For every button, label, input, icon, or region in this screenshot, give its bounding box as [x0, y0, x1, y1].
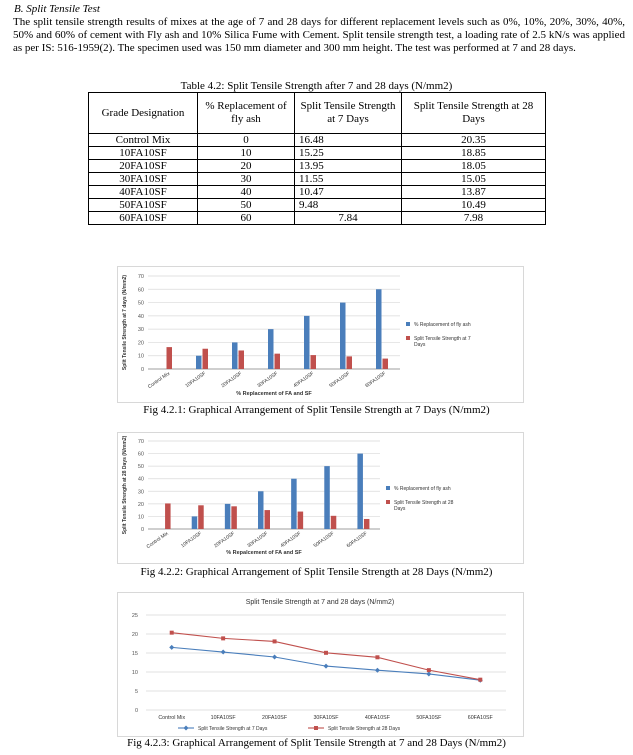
bar: [383, 359, 389, 369]
data-point: [169, 645, 174, 650]
x-tick-label: Control Mix: [158, 715, 186, 721]
table-header-cell: Split Tensile Strength at 7 Days: [295, 93, 402, 134]
x-tick-label: Control Mix: [145, 530, 170, 551]
bar: [357, 454, 363, 529]
table-header-cell: Split Tensile Strength at 28 Days: [402, 93, 546, 134]
table-cell: 16.48: [295, 134, 402, 147]
chart-7-and-28-days: [117, 592, 524, 737]
figure-caption-2: Fig 4.2.2: Graphical Arrangement of Split Tensile Strength at 28 Days (N/mm2): [140, 566, 493, 578]
bar: [231, 506, 237, 529]
y-tick-label: 60: [137, 451, 144, 458]
series-line: [172, 633, 481, 680]
y-tick-label: 50: [137, 464, 144, 471]
y-tick-label: 5: [134, 689, 138, 695]
table-header-row: [89, 93, 546, 134]
x-tick-label: 20FA10SF: [262, 715, 288, 721]
table-row: [89, 186, 546, 199]
chart-7-days: [117, 266, 524, 403]
chart-7-and-28-days-svg: [118, 593, 523, 736]
y-axis-label: Split Tensile Strength at 28 Days (N/mm2): [122, 435, 128, 535]
y-tick-label: 25: [131, 613, 138, 619]
table-cell: 18.85: [402, 147, 546, 160]
table-row: [89, 199, 546, 212]
legend-swatch: [406, 322, 410, 326]
legend-swatch: [386, 486, 390, 490]
x-axis-label: % Replacement of FA and SF: [236, 391, 312, 397]
bar: [265, 510, 271, 529]
table-cell: Control Mix: [89, 134, 198, 147]
table-row: [89, 212, 546, 225]
table-cell: 50FA10SF: [89, 199, 198, 212]
table-row: [89, 160, 546, 173]
y-tick-label: 0: [140, 367, 144, 373]
table-caption: Table 4.2: Split Tensile Strength after 7 and 28 days (N/mm2): [180, 80, 453, 92]
data-point: [375, 655, 379, 659]
bar: [232, 342, 238, 369]
table-header-cell: % Replacement of fly ash: [198, 93, 295, 134]
x-tick-label: 50FA10SF: [416, 715, 442, 721]
x-axis-label: % Repalcement of FA and SF: [226, 550, 302, 556]
y-tick-label: 30: [137, 489, 144, 496]
data-point: [324, 664, 329, 669]
table-cell: 13.95: [295, 160, 402, 173]
results-table: [88, 92, 546, 225]
bar: [291, 479, 297, 529]
bar: [203, 349, 209, 369]
table-cell: 10.49: [402, 199, 546, 212]
x-tick-label: 60FA10SF: [467, 715, 493, 721]
data-point: [221, 650, 226, 655]
table-cell: 10FA10SF: [89, 147, 198, 160]
data-point: [221, 636, 225, 640]
table-cell: 11.55: [295, 173, 402, 186]
legend-label: Split Tensile Strength at 7 Days: [414, 336, 471, 348]
x-tick-label: Control Mix: [146, 370, 172, 391]
y-tick-label: 10: [137, 353, 144, 360]
x-tick-label: 60FA10SF: [345, 530, 369, 550]
x-tick-label: 40FA10SF: [279, 530, 303, 550]
x-tick-label: 50FA10SF: [312, 530, 336, 550]
y-tick-label: 10: [131, 670, 138, 676]
legend-label: Split Tensile Strength at 7 Days: [198, 726, 268, 732]
table-cell: 60FA10SF: [89, 212, 198, 225]
table-row: [89, 147, 546, 160]
table-cell: 7.84: [295, 212, 402, 225]
bar: [376, 289, 382, 369]
y-axis-label: Split Tensile Strength at 7 days (N/mm2): [122, 274, 128, 371]
data-point: [272, 654, 277, 659]
y-tick-label: 50: [137, 300, 144, 307]
bar: [192, 516, 198, 529]
table-cell: 13.87: [402, 186, 546, 199]
table-cell: 30: [198, 173, 295, 186]
y-tick-label: 30: [137, 327, 144, 334]
section-heading: B. Split Tensile Test: [14, 3, 100, 15]
chart-28-days: [117, 432, 524, 564]
table-cell: 40FA10SF: [89, 186, 198, 199]
legend-label: % Replacement of fly ash: [414, 322, 471, 328]
bar: [239, 350, 245, 369]
data-point: [427, 668, 431, 672]
x-tick-label: 30FA10SF: [246, 530, 270, 550]
y-tick-label: 40: [137, 313, 144, 320]
bar: [167, 347, 173, 369]
table-cell: 20FA10SF: [89, 160, 198, 173]
bar: [198, 505, 204, 529]
x-tick-label: 50FA10SF: [328, 370, 352, 390]
y-tick-label: 15: [131, 651, 138, 657]
bar: [347, 356, 353, 369]
table-cell: 15.05: [402, 173, 546, 186]
bar: [340, 303, 346, 369]
y-tick-label: 20: [137, 501, 144, 508]
table-header-cell: Grade Designation: [89, 93, 198, 134]
x-tick-label: 10FA10SF: [210, 715, 236, 721]
legend-label: % Replacement of fly ash: [394, 486, 451, 492]
data-point: [478, 678, 482, 682]
x-tick-label: 20FA10SF: [213, 530, 237, 550]
y-tick-label: 70: [137, 439, 144, 445]
legend-swatch: [386, 500, 390, 504]
x-tick-label: 60FA10SF: [364, 370, 388, 390]
table-cell: 60: [198, 212, 295, 225]
bar: [275, 354, 281, 369]
bar: [258, 491, 264, 529]
chart-7-days-svg: [118, 267, 523, 402]
bar: [364, 519, 370, 529]
y-tick-label: 0: [140, 527, 144, 533]
table-cell: 50: [198, 199, 295, 212]
y-tick-label: 0: [134, 708, 138, 714]
data-point: [273, 639, 277, 643]
legend-marker: [314, 726, 318, 730]
bar: [225, 504, 231, 529]
table-cell: 9.48: [295, 199, 402, 212]
bar: [268, 329, 274, 369]
x-tick-label: 10FA10SF: [184, 370, 208, 390]
bar: [331, 516, 337, 529]
chart-28-days-svg: [118, 433, 523, 563]
legend-marker: [184, 726, 189, 731]
table-cell: 10.47: [295, 186, 402, 199]
body-paragraph: The split tensile strength results of mixes at the age of 7 and 28 days for different replacement levels such as 0%, 10%, 20%, 30%, 40%, 50% and 60% of cement with Fly ash and 10% Silica Fume with Cement. Split tensile strength test, a loading rate of 2.5 kN/s was applied as per IS: 516-1959(2). The specimen used was 150 mm diameter and 300 mm height. The test was performed at 7 and 28 days.: [13, 16, 625, 54]
chart-title: Split Tensile Strength at 7 and 28 days (N/mm2): [245, 599, 395, 606]
legend-label: Split Tensile Strength at 28 Days: [328, 726, 401, 732]
legend-swatch: [406, 336, 410, 340]
y-tick-label: 60: [137, 287, 144, 294]
data-point: [170, 631, 174, 635]
x-tick-label: 30FA10SF: [256, 370, 280, 390]
table-row: [89, 173, 546, 186]
table-cell: 30FA10SF: [89, 173, 198, 186]
table-cell: 40: [198, 186, 295, 199]
y-tick-label: 70: [137, 274, 144, 280]
y-tick-label: 10: [137, 514, 144, 521]
bar: [311, 355, 317, 369]
x-tick-label: 10FA10SF: [180, 530, 203, 550]
legend-label: Split Tensile Strength at 28 Days: [394, 500, 454, 512]
x-tick-label: 20FA10SF: [220, 370, 244, 390]
table-cell: 0: [198, 134, 295, 147]
bar: [324, 466, 330, 529]
table-cell: 18.05: [402, 160, 546, 173]
table-cell: 20: [198, 160, 295, 173]
x-tick-label: 40FA10SF: [292, 370, 316, 390]
bar: [298, 512, 304, 529]
figure-caption-1: Fig 4.2.1: Graphical Arrangement of Split Tensile Strength at 7 Days (N/mm2): [143, 404, 490, 416]
x-tick-label: 40FA10SF: [364, 715, 390, 721]
y-tick-label: 40: [137, 476, 144, 483]
table-cell: 15.25: [295, 147, 402, 160]
table-row: [89, 134, 546, 147]
bar: [304, 316, 310, 369]
y-tick-label: 20: [137, 340, 144, 347]
bar: [165, 503, 171, 529]
figure-caption-3: Fig 4.2.3: Graphical Arrangement of Split Tensile Strength at 7 and 28 Days (N/mm2): [127, 737, 506, 749]
data-point: [324, 651, 328, 655]
x-tick-label: 30FA10SF: [313, 715, 339, 721]
bar: [196, 356, 202, 369]
table-cell: 20.35: [402, 134, 546, 147]
y-tick-label: 20: [131, 632, 138, 638]
table-cell: 10: [198, 147, 295, 160]
table-cell: 7.98: [402, 212, 546, 225]
